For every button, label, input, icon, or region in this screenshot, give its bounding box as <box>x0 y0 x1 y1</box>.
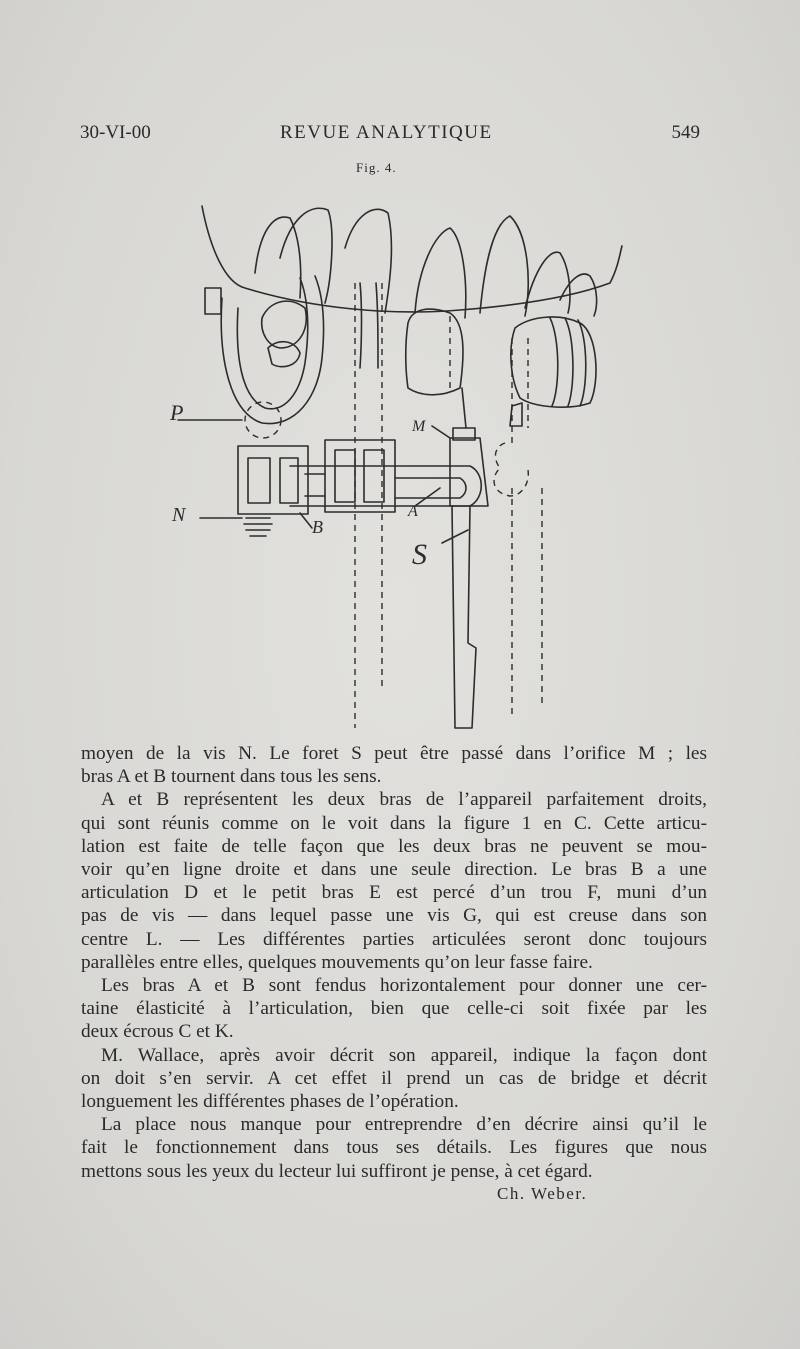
figure-caption: Fig. 4. <box>356 160 397 175</box>
author-signature <box>497 1184 587 1204</box>
arm-block-inner <box>280 458 298 503</box>
signature-initials: Ch. <box>497 1184 526 1203</box>
gum-line <box>202 206 622 312</box>
upper-tooth <box>280 208 332 303</box>
text-line: deux écrous C et K. <box>81 1021 234 1043</box>
header-title: REVUE ANALYTIQUE <box>280 122 493 143</box>
drill-bit <box>462 388 466 428</box>
text-line: La place nous manque pour entreprendre d’en décrire ainsi qu’il le <box>101 1114 707 1136</box>
text-line: taine élasticité à l’articulation, bien que celle-ci soit fixée par les <box>81 998 707 1020</box>
label-A: A <box>408 503 418 520</box>
dashed-guide <box>512 338 528 448</box>
small-tooth <box>510 403 522 426</box>
page-number: 549 <box>671 122 700 143</box>
leader-A <box>415 488 440 506</box>
figure-drawing <box>150 188 640 738</box>
running-header <box>80 122 700 146</box>
clamp-arm <box>237 278 307 409</box>
text-line: M. Wallace, après avoir décrit son appareil, indique la façon dont <box>101 1044 707 1066</box>
leader-M <box>432 426 450 438</box>
clamp-arm <box>221 276 323 424</box>
text-line: mettons sous les yeux du lecteur lui suffiront je pense, à cet égard. <box>81 1160 593 1182</box>
label-S: S <box>412 538 427 571</box>
label-M: M <box>412 418 426 435</box>
dashed-guide <box>355 548 382 728</box>
molar-line <box>565 318 573 406</box>
screw-N <box>244 518 272 536</box>
text-line: fait le fonctionnement dans tous ses détails. Les figures que nous <box>81 1137 707 1159</box>
label-P: P <box>170 400 184 425</box>
molar-line <box>578 320 586 406</box>
text-line: parallèles entre elles, quelques mouvements qu’on leur fasse faire. <box>81 951 593 973</box>
dashed-guide <box>512 488 542 718</box>
paragraph <box>81 1113 707 1183</box>
upper-tooth <box>480 216 528 316</box>
arm-bar-A <box>290 466 481 506</box>
clamp-screw <box>205 288 221 314</box>
paragraph <box>81 1044 707 1114</box>
leader-S <box>442 530 468 543</box>
upper-tooth <box>525 252 570 313</box>
text-line: pas de vis — dans lequel passe une vis G, qui est creuse dans son <box>81 905 707 927</box>
label-B: B <box>312 517 323 537</box>
arm-block-inner <box>248 458 270 503</box>
text-line: on doit s’en servir. A cet effet il prend un cas de bridge et décrit <box>81 1067 707 1089</box>
paragraph <box>81 974 707 1044</box>
dental-apparatus-figure <box>150 188 640 738</box>
drill-head <box>450 438 488 506</box>
paragraph <box>81 742 707 788</box>
text-line: lation est faite de telle façon que les deux bras ne peuvent se mou- <box>81 835 707 857</box>
text-line: voir qu’en ligne droite et dans une seule direction. Le bras B a une <box>81 859 707 881</box>
upper-tooth <box>255 217 301 298</box>
text-line: qui sont réunis comme on le voit dans la figure 1 en C. Cette articu- <box>81 812 707 834</box>
leader-B <box>300 513 312 528</box>
article-body <box>81 742 707 1183</box>
crown <box>406 309 463 395</box>
drill-shaft <box>452 506 476 728</box>
text-line: longuement les différentes phases de l’opération. <box>81 1091 459 1113</box>
signature-name: Weber. <box>531 1184 588 1203</box>
text-line: moyen de la vis N. Le foret S peut être passé dans l’orifice M ; les <box>81 743 707 764</box>
upper-tooth <box>415 228 466 318</box>
label-N: N <box>172 504 186 526</box>
molar-line <box>550 318 558 406</box>
dashed-clasp <box>494 443 528 496</box>
header-date: 30-VI-00 <box>80 122 151 143</box>
arm-block-inner <box>335 450 355 502</box>
paragraph <box>81 788 707 974</box>
text-line: bras A et B tournent dans tous les sens. <box>81 766 382 788</box>
text-line: centre L. — Les différentes parties articulées seront donc toujours <box>81 928 707 950</box>
text-line: articulation D et le petit bras E est percé d’un trou F, muni d’un <box>81 882 707 904</box>
text-line: A et B représentent les deux bras de l’appareil parfaitement droits, <box>101 789 707 811</box>
arm-block-inner <box>364 450 384 502</box>
upper-tooth <box>345 209 391 313</box>
text-line: Les bras A et B sont fendus horizontalement pour donner une cer- <box>101 975 707 997</box>
drill-shank <box>360 283 378 368</box>
